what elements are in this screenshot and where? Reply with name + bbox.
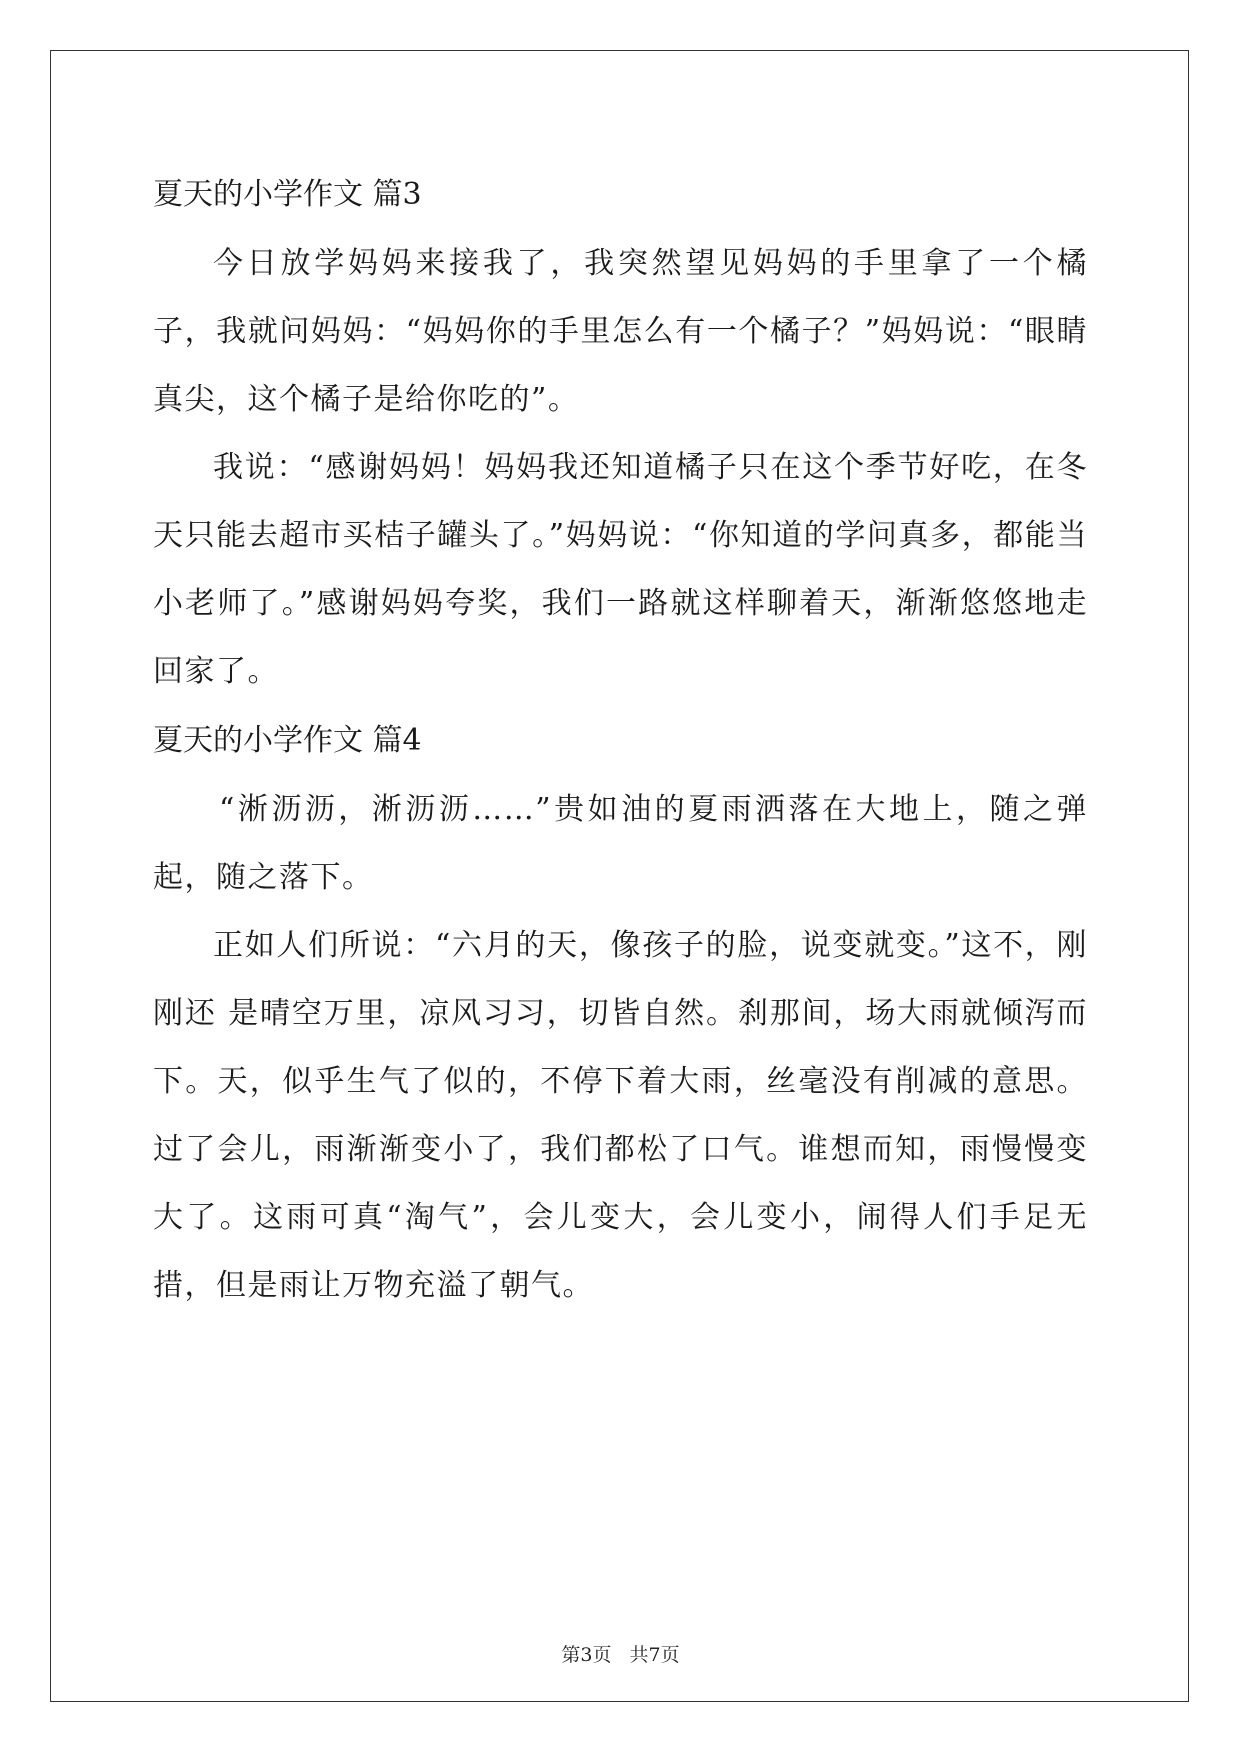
section-title: 夏天的小学作文 篇3 xyxy=(153,177,422,212)
document-body xyxy=(153,160,1088,1320)
page-footer xyxy=(0,1640,1241,1667)
paragraph: 正如人们所说：“六月的天，像孩子的脸，说变就变。”这不，刚刚还 是晴空万里，凉风习习，切皆自然。刹那间，场大雨就倾泻而下。天，似乎生气了似的，不停下着大雨，丝毫没有削减的意思。过了会儿，雨渐渐变小了，我们都松了口气。谁想而知，雨慢慢变大了。这雨可真“淘气”，会儿变大，会儿变小，闹得人们手足无措，但是雨让万物充溢了朝气。 xyxy=(153,928,1088,1303)
section-title: 夏天的小学作文 篇4 xyxy=(153,723,422,758)
paragraph: 今日放学妈妈来接我了，我突然望见妈妈的手里拿了一个橘子，我就问妈妈：“妈妈你的手里怎么有一个橘子？”妈妈说：“眼睛真尖，这个橘子是给你吃的”。 xyxy=(153,246,1088,417)
page-total: 共7页 xyxy=(629,1644,680,1666)
paragraph: 我说：“感谢妈妈！妈妈我还知道橘子只在这个季节好吃，在冬天只能去超市买桔子罐头了。”妈妈说：“你知道的学问真多，都能当小老师了。”感谢妈妈夸奖，我们一路就这样聊着天，渐渐悠悠地走回家了。 xyxy=(153,450,1088,689)
paragraph: “淅沥沥，淅沥沥……”贵如油的夏雨洒落在大地上，随之弹起，随之落下。 xyxy=(153,792,1088,895)
page-number: 第3页 xyxy=(561,1644,612,1666)
